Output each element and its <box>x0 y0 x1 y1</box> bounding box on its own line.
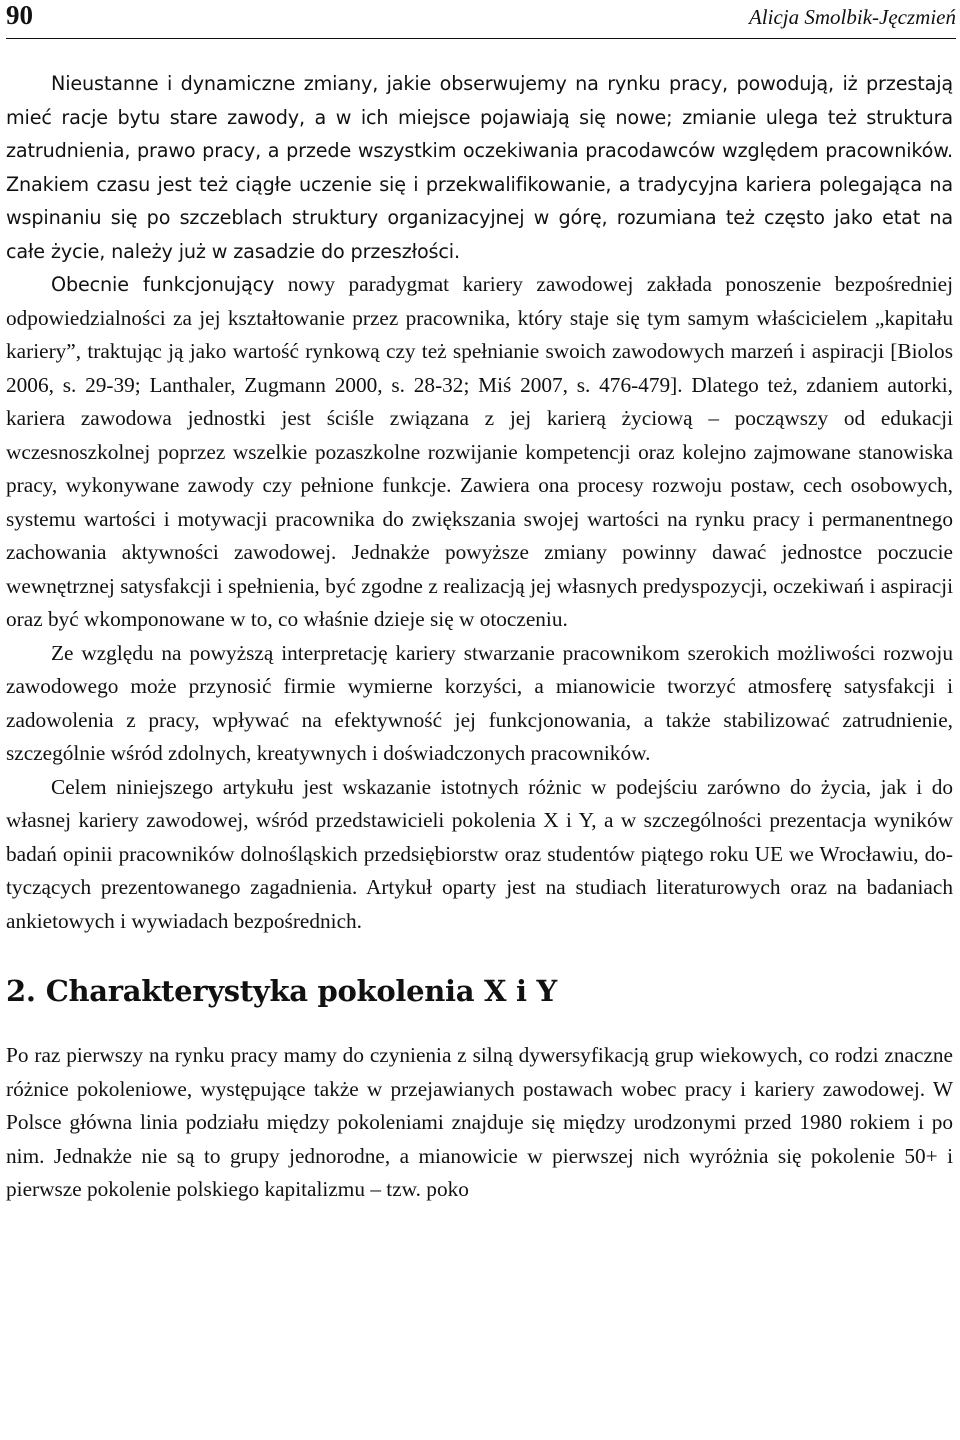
running-header <box>6 0 956 39</box>
section-number: 2. <box>6 974 36 1008</box>
paragraph-text-sans: Obecnie funkcjonujący <box>51 273 275 296</box>
paragraph-text: nowy paradygmat kariery zawodowej zakłada ponoszenie bezpośredniej odpowiedzialności za jej kształtowanie przez pracownika, który staje się tym samym właścicielem „kapitału kariery”, traktując ją jako wartość rynkową czy też spełnianie swoich zawodowych marzeń i aspiracji [Biolos 2006, s. 29-39; Lanthaler, Zugmann 2000, s. 28-32; Miś 2007, s. 476-479]. Dlatego też, zdaniem autorki, kariera zawodowa jednostki jest ściśle związana z jej karierą życiową – począwszy od edukacji wczesnoszkolnej poprzez wszelkie pozaszkolne rozwijanie kompetencji oraz kolejno zajmowane stanowiska pracy, wykonywane zawody czy pełnione funkcje. Zawiera ona procesy rozwoju postaw, cech osobowych, systemu wartości i motywacji pracownika do zwiększania swojej wartości na rynku pracy i permanentnego zachowania aktywności zawodowej. Jednakże powyższe zmiany powinny dawać jednostce poczucie wewnętrznej satysfakcji i spełnienia, być zgodne z realizacją jej własnych predyspozycji, oczekiwań i aspiracji oraz być wkomponowane w to, co właśnie dzieje się w otoczeniu. <box>6 272 954 631</box>
paragraph-career-paradigm <box>6 268 953 637</box>
page-number: 90 <box>6 0 33 30</box>
paragraph-text-sans: Nieustanne i dynamiczne zmiany, jakie obserwujemy na rynku pracy, powodują, iż przestają mieć racje bytu stare zawody, a w ich miejsce pojawiają się nowe; zmianie ulega też struktura zatrudnienia, prawo pracy, a przede wszystkim oczekiwania pracodawców względem pracowników. Znakiem czasu jest też ciągłe uczenie się i przekwalifikowanie, a tradycyjna kariera polegająca na wspinaniu się po szczeblach struktury organizacyjnej w górę, rozumiana też często jako etat na całe życie, należy już w zasadzie do przeszłości. <box>6 72 953 263</box>
paragraph-text: Celem niniejszego artykułu jest wskazanie istotnych różnic w podejściu zarówno do życia, jak i do własnej kariery zawodowej, wśród przedstawicieli pokolenia X i Y, a w szczególności prezentacja wyników badań opinii pracowników dolnośląskich przedsiębiorstw oraz studentów piątego roku UE we Wrocławiu, dotyczących prezentowanego zagadnienia. Artykuł oparty jest na studiach literaturowych oraz na badaniach ankietowych i wywiadach bezpośrednich. <box>6 774 953 933</box>
paragraph-intro <box>6 67 953 268</box>
paragraph-section-body: Po raz pierwszy na rynku pracy mamy do czynienia z silną dywersyfikacją grup wiekowych, co rodzi znaczne różnice pokoleniowe, występujące także w przejawianych postawach wobec pracy i kariery zawodowej. W Polsce główna linia podziału między pokoleniami znajduje się między urodzonymi przed 1980 rokiem i po nim. Jednakże nie są to grupy jednorodne, a mianowicie w pierwszej nich wyróżnia się pokolenie 50+ i pierwsze pokolenie polskiego kapitalizmu – tzw. poko <box>6 1043 953 1201</box>
section-title: Charakterystyka pokolenia X i Y <box>45 974 557 1008</box>
running-header-author: Alicja Smolbik-Jęczmień <box>748 5 956 29</box>
section-heading <box>6 973 953 1009</box>
paragraph-interpretation <box>6 637 953 771</box>
paragraph-aim <box>6 771 953 939</box>
body-text <box>6 67 953 1207</box>
paragraph-text: Ze względu na powyższą interpretację kariery stwarzanie pracownikom szerokich możliwości rozwoju zawodowego może przynosić firmie wymierne korzyści, a mianowicie tworzyć atmosferę satysfakcji i zadowolenia z pracy, wpływać na efektywność jej funkcjonowania, a także stabilizować zatrudnienie, szczególnie wśród zdolnych, kreatywnych i doświadczonych pracowników. <box>6 640 953 765</box>
